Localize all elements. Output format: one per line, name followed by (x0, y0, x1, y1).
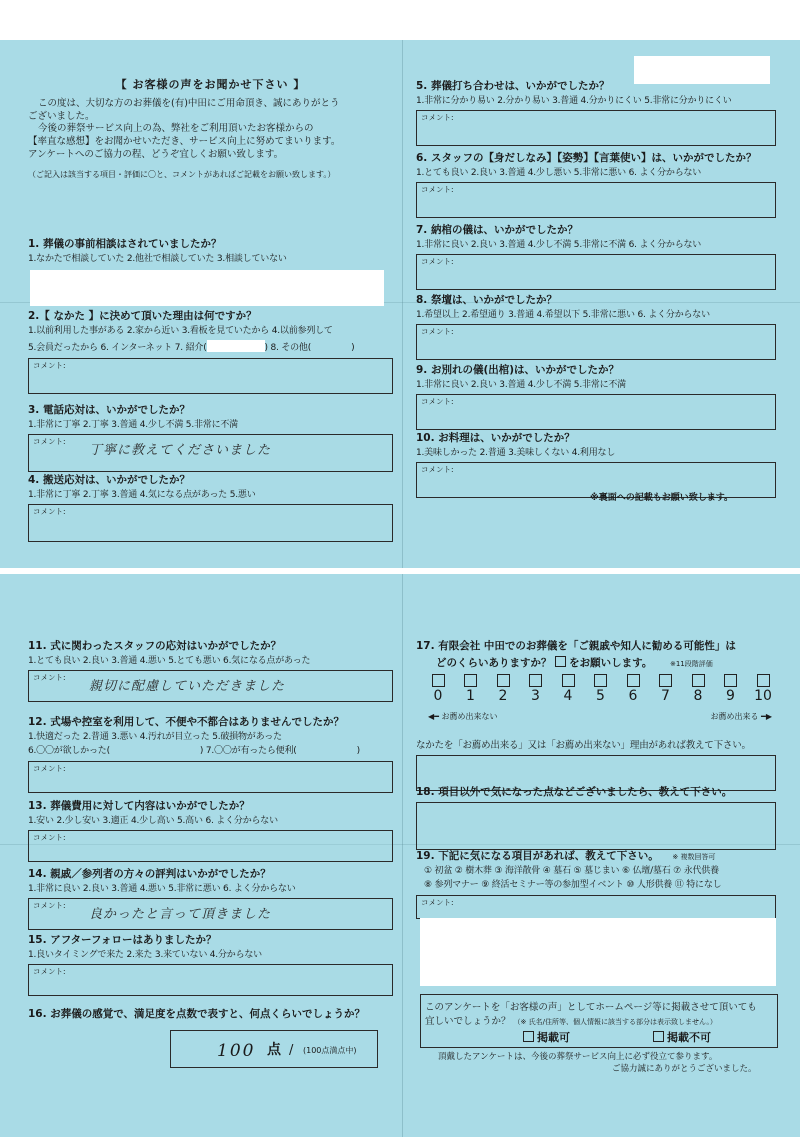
q3-comment-box[interactable]: コメント: 丁寧に教えてくださいました (28, 434, 393, 472)
checkbox-icon (562, 674, 575, 687)
scale-number: 2 (498, 688, 508, 705)
survey-page-2 (0, 568, 800, 1137)
publish-ok-option[interactable]: 掲載可 (523, 1029, 570, 1045)
scale-number: 3 (531, 688, 540, 705)
score-value: 100 (217, 1041, 256, 1061)
question-17: 17. 有限会社 中田でのお葬儀を「ご親戚や知人に勧める可能性」は どのくらいありますか？ をお願いします。 ※11段階評価 0 1 2 3 4 5 6 7 8 9 10 ◀━ お薦め出来ない お薦め出来る ━▶ なかたを「お薦め出来る」又は「お薦め出来ない」理由があれば教えて下さい。 (416, 640, 776, 791)
q9-comment-box[interactable]: コメント: (416, 394, 776, 430)
arrow-right-icon: ━▶ (761, 712, 772, 722)
checkbox-icon (692, 674, 705, 687)
question-4: 4. 搬送応対は、いかがでしたか？ 1.非常に丁寧 2.丁寧 3.普通 4.気になる点があった 5.悪い コメント: (28, 474, 393, 542)
q5-comment-box[interactable]: コメント: (416, 110, 776, 146)
checkbox-icon (497, 674, 510, 687)
scale-left-label: お薦め出来ない (441, 712, 498, 722)
scale-option-4[interactable] (558, 674, 578, 706)
scale-number: 0 (433, 688, 443, 705)
scale-option-2[interactable] (493, 674, 513, 706)
checkbox-icon (653, 1031, 664, 1042)
question-14: 14. 親戚／参列者の方々の評判はいかがでしたか？ 1.非常に良い 2.良い 3.普通 4.悪い 5.非常に悪い 6. よく分からない コメント: 良かったと言って頂きました (28, 868, 393, 930)
redacted-area (30, 270, 384, 306)
scale-option-0[interactable] (428, 674, 448, 706)
scale-right-label: お薦め出来る (710, 712, 759, 722)
scale-option-3[interactable] (526, 674, 546, 706)
checkbox-icon (432, 674, 445, 687)
question-8: 8. 祭壇は、いかがでしたか？ 1.希望以上 2.希望通り 3.普通 4.希望以下 5.非常に悪い 6. よく分からない コメント: (416, 294, 776, 360)
q2-comment-box[interactable]: コメント: (28, 358, 393, 394)
score-slash: / (289, 1043, 294, 1058)
scale-number: 7 (661, 688, 670, 705)
question-1: 1. 葬儀の事前相談はされていましたか？ 1.なかたで相談していた 2.他社で相談していた 3.相談していない (28, 238, 393, 265)
checkbox-icon (523, 1031, 534, 1042)
q4-comment-box[interactable]: コメント: (28, 504, 393, 542)
question-6: 6. スタッフの【身だしなみ】【姿勢】【言葉使い】は、いかがでしたか？ 1.とても良い 2.良い 3.普通 4.少し悪い 5.非常に悪い 6. よく分からない コメント: (416, 152, 776, 218)
recommend-scale (416, 674, 776, 740)
redacted-area (420, 918, 776, 986)
question-18: 18. 項目以外で気になった点などございましたら、教えて下さい。 (416, 786, 776, 850)
fold-line (402, 574, 403, 1137)
scale-number: 4 (563, 688, 573, 705)
arrow-left-icon: ◀━ (428, 712, 439, 722)
score-field[interactable] (170, 1030, 378, 1068)
scale-option-7[interactable] (656, 674, 676, 706)
survey-title: 【 お客様の声をお聞かせ下さい 】 (115, 78, 306, 91)
checkbox-icon (757, 674, 770, 687)
handwritten-comment: 良かったと言って頂きました (89, 907, 272, 923)
survey-page-1 (0, 40, 800, 568)
question-10: 10. お料理は、いかがでしたか？ 1.美味しかった 2.普通 3.美味しくない 4.利用なし コメント: (416, 432, 776, 498)
q15-comment-box[interactable]: コメント: (28, 964, 393, 996)
question-11: 11. 式に関わったスタッフの応対はいかがでしたか？ 1.とても良い 2.良い 3.普通 4.悪い 5.とても悪い 6.気になる点があった コメント: 親切に配慮していただきました (28, 640, 393, 702)
q11-comment-box[interactable]: コメント: 親切に配慮していただきました (28, 670, 393, 702)
page1-left-column (28, 78, 393, 517)
scale-number: 8 (693, 688, 703, 705)
scale-option-1[interactable] (461, 674, 481, 706)
q19-comment-box[interactable]: コメント: (416, 895, 776, 919)
fold-line (402, 40, 403, 568)
q8-comment-box[interactable]: コメント: (416, 324, 776, 360)
q7-comment-box[interactable]: コメント: (416, 254, 776, 290)
scale-number: 6 (628, 688, 638, 705)
scale-option-5[interactable] (591, 674, 611, 706)
question-9: 9. お別れの儀(出棺)は、いかがでしたか？ 1.非常に良い 2.良い 3.普通 4.少し不満 5.非常に不満 コメント: (416, 364, 776, 430)
question-12: 12. 式場や控室を利用して、不便や不都合はありませんでしたか？ 1.快適だった 2.普通 3.悪い 4.汚れが目立った 5.破損物があった 6.〇〇が欲しかった( ) 7.〇〇が有ったら便利( ) コメント: (28, 716, 393, 793)
question-13: 13. 葬儀費用に対して内容はいかがでしたか？ 1.安い 2.少し安い 3.適正 4.少し高い 5.高い 6. よく分からない コメント: (28, 800, 393, 862)
score-unit: 点 (267, 1042, 281, 1058)
q12-comment-box[interactable]: コメント: (28, 761, 393, 793)
scale-number: 5 (596, 688, 605, 705)
question-2: 2.【 なかた 】に決めて頂いた理由は何ですか？ 1.以前利用した事がある 2.家から近い 3.看板を見ていたから 4.以前参列して 5.会員だったから 6. インターネット 7. 紹介( ) 8. その他( ) コメント: (28, 310, 393, 394)
scale-number: 9 (726, 688, 735, 705)
intro-text: この度は、大切な方のお葬儀を(有)中田にご用命頂き、誠にありがとう ございました。 今後の葬祭サービス向上の為、弊社をご利用頂いたお客様からの 【率直な感想】をお聞かせいただき、サービス向上に努めてまいります。 アンケートへのご協力の程、どうぞ宜しくお願い致します。 (28, 97, 341, 160)
scale-number: 10 (754, 688, 772, 705)
scale-number: 1 (466, 688, 475, 705)
handwritten-comment: 親切に配慮していただきました (89, 679, 286, 695)
q13-comment-box[interactable]: コメント: (28, 830, 393, 862)
checkbox-icon (594, 674, 607, 687)
q14-comment-box[interactable]: コメント: 良かったと言って頂きました (28, 898, 393, 930)
checkbox-icon (627, 674, 640, 687)
scale-option-8[interactable] (688, 674, 708, 706)
checkbox-icon (659, 674, 672, 687)
publish-consent-box: このアンケートを「お客様の声」としてホームページ等に掲載させて頂いても 宜しいでしょうか？ （※ 氏名/住所等、個人情報に該当する部分は表示致しません。） 掲載可 掲載不可 (420, 994, 778, 1048)
scale-option-6[interactable] (623, 674, 643, 706)
score-max: (100点満点中) (303, 1046, 357, 1055)
publish-ng-option[interactable]: 掲載不可 (653, 1029, 711, 1045)
handwritten-comment: 丁寧に教えてくださいました (89, 443, 272, 459)
question-15: 15. アフターフォローはありましたか？ 1.良いタイミングで来た 2.来た 3.来ていない 4.分からない コメント: (28, 934, 393, 996)
question-16: 16. お葬儀の感覚で、満足度を点数で表すと、何点くらいでしょうか？ (28, 1008, 366, 1020)
question-3: 3. 電話応対は、いかがでしたか？ 1.非常に丁寧 2.丁寧 3.普通 4.少し不満 5.非常に不満 コメント: 丁寧に教えてくださいました (28, 404, 393, 472)
q6-comment-box[interactable]: コメント: (416, 182, 776, 218)
instruction-note: （ご記入は該当する項目・評価に〇と、コメントがあればご記載をお願い致します。） (28, 169, 336, 179)
q10-comment-box[interactable]: コメント: (416, 462, 776, 498)
scale-option-10[interactable] (753, 674, 773, 706)
back-side-note: ※裏面への記載もお願い致します。 (590, 493, 734, 503)
checkbox-icon (555, 656, 566, 667)
checkbox-icon (464, 674, 477, 687)
checkbox-icon (529, 674, 542, 687)
question-19: 19. 下記に気になる項目があれば、教えて下さい。 ※ 複数回答可 ① 初盆 ② 樹木葬 ③ 海洋散骨 ④ 墓石 ⑤ 墓じまい ⑥ 仏壇/墓石 ⑦ 永代供養 ⑧ 参列マナー ⑨ 終活セミナー等の参加型イベント ⑩ 人形供養 ⑪ 特になし コメント: (416, 850, 776, 919)
q18-comment-box[interactable] (416, 802, 776, 850)
question-5: 5. 葬儀打ち合わせは、いかがでしたか？ 1.非常に分かり易い 2.分かり易い 3.普通 4.分かりにくい 5.非常に分かりにくい コメント: (416, 80, 776, 146)
closing-line-1: 頂戴したアンケートは、今後の葬祭サービス向上に必ず役立て参ります。 (438, 1052, 718, 1062)
closing-line-2: ご協力誠にありがとうございました。 (612, 1064, 757, 1074)
scale-option-9[interactable] (721, 674, 741, 706)
checkbox-icon (724, 674, 737, 687)
question-7: 7. 納棺の儀は、いかがでしたか？ 1.非常に良い 2.良い 3.普通 4.少し不満 5.非常に不満 6. よく分からない コメント: (416, 224, 776, 290)
